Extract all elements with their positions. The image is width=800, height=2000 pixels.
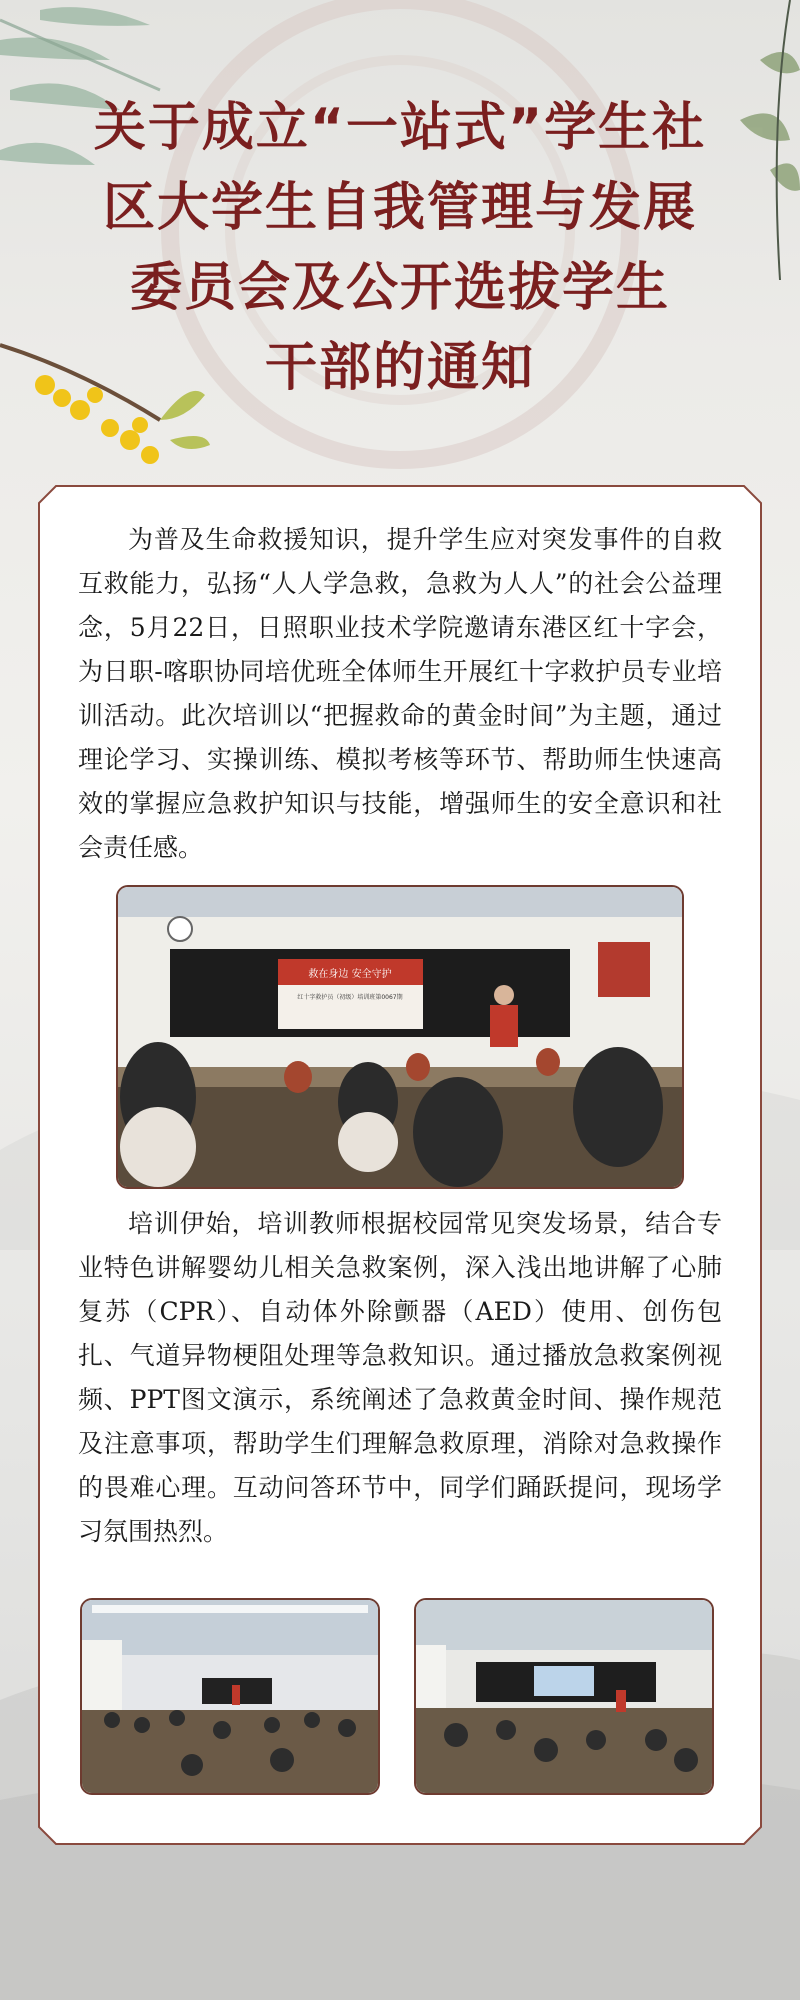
title-line: 干部的通知 bbox=[264, 338, 535, 398]
title-line: 委员会及公开选拔学生 bbox=[129, 258, 670, 318]
photo-classroom-left bbox=[80, 1598, 380, 1795]
paragraph-intro: 为普及生命救援知识，提升学生应对突发事件的自救互救能力，弘扬“人人学急救，急救为人人”的社会公益理念，5月22日，日照职业技术学院邀请东港区红十字会，为日职-喀职协同培优班全体师生开展红十字救护员专业培训活动。此次培训以“把握救命的黄金时间”为主题，通过理论学习、实操训练、模拟考核等环节、帮助师生快速高效的掌握应急救护知识与技能，增强师生的安全意识和社会责任感。 bbox=[78, 525, 722, 862]
photo-classroom-right bbox=[414, 1598, 714, 1795]
slide-title: 救在身边 安全守护 bbox=[308, 969, 392, 980]
paragraph-training: 培训伊始，培训教师根据校园常见突发场景，结合专业特色讲解婴幼儿相关急救案例，深入浅出地讲解了心肺复苏（CPR）、自动体外除颤器（AED）使用、创伤包扎、气道异物梗阻处理等急救知识。通过播放急救案例视频、PPT图文演示，系统阐述了急救黄金时间、操作规范及注意事项，帮助学生们理解急救原理，消除对急救操作的畏难心理。互动问答环节中，同学们踊跃提问，现场学习氛围热烈。 bbox=[78, 1209, 722, 1546]
title-line: 关于成立“一站式”学生社 bbox=[93, 98, 707, 158]
photo-training-lecture bbox=[116, 885, 684, 1189]
title-line: 区大学生自我管理与发展 bbox=[102, 178, 697, 238]
slide-subtitle: 红十字救护员（初级）培训班第0067期 bbox=[297, 994, 403, 1001]
page-title bbox=[60, 88, 740, 408]
